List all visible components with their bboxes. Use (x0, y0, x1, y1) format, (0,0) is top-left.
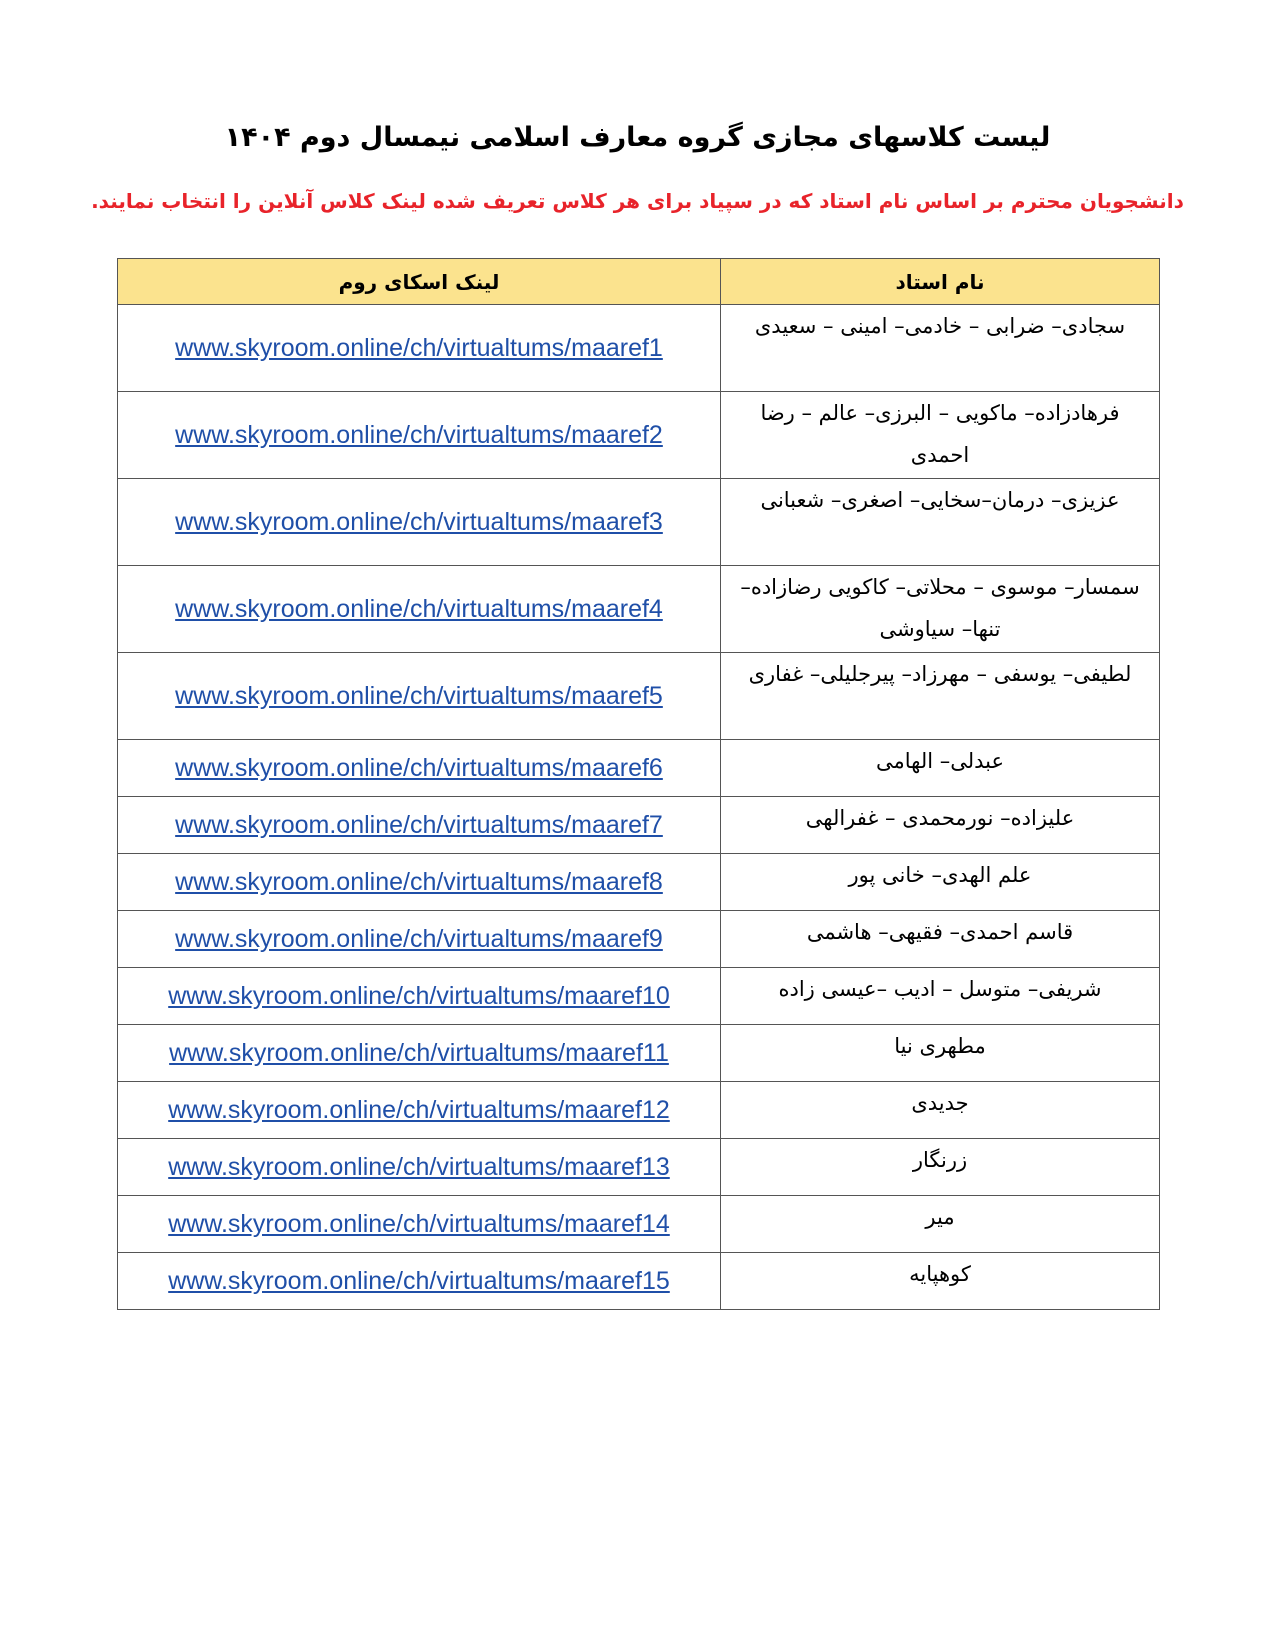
teacher-cell: عبدلی– الهامی (721, 740, 1160, 797)
table-header-row (118, 259, 1160, 305)
skyroom-link[interactable]: www.skyroom.online/ch/virtualtums/maaref3 (175, 507, 663, 536)
skyroom-link[interactable]: www.skyroom.online/ch/virtualtums/maaref13 (168, 1152, 670, 1181)
link-cell (118, 305, 721, 392)
link-cell (118, 854, 721, 911)
link-cell (118, 479, 721, 566)
teacher-cell: قاسم احمدی– فقیهی– هاشمی (721, 911, 1160, 968)
skyroom-link[interactable]: www.skyroom.online/ch/virtualtums/maaref5 (175, 681, 663, 710)
link-cell (118, 392, 721, 479)
table-row (118, 854, 1160, 911)
teacher-cell: جدیدی (721, 1082, 1160, 1139)
teacher-cell: علیزاده– نورمحمدی – غفرالهی (721, 797, 1160, 854)
table-row (118, 968, 1160, 1025)
teacher-cell: لطیفی– یوسفی – مهرزاد– پیرجلیلی– غفاری (721, 653, 1160, 740)
table-row (118, 1082, 1160, 1139)
teacher-cell: علم الهدی– خانی پور (721, 854, 1160, 911)
table-row (118, 653, 1160, 740)
link-cell (118, 1025, 721, 1082)
skyroom-link[interactable]: www.skyroom.online/ch/virtualtums/maaref11 (169, 1038, 669, 1067)
skyroom-link[interactable]: www.skyroom.online/ch/virtualtums/maaref6 (175, 753, 663, 782)
skyroom-link[interactable]: www.skyroom.online/ch/virtualtums/maaref12 (168, 1095, 670, 1124)
link-cell (118, 653, 721, 740)
table-row (118, 911, 1160, 968)
skyroom-link[interactable]: www.skyroom.online/ch/virtualtums/maaref14 (168, 1209, 670, 1238)
teacher-cell: شریفی– متوسل – ادیب –عیسی زاده (721, 968, 1160, 1025)
skyroom-link[interactable]: www.skyroom.online/ch/virtualtums/maaref1 (175, 333, 663, 362)
link-cell (118, 1253, 721, 1310)
skyroom-link[interactable]: www.skyroom.online/ch/virtualtums/maaref15 (168, 1266, 670, 1295)
teacher-cell: میر (721, 1196, 1160, 1253)
link-cell (118, 911, 721, 968)
link-cell (118, 566, 721, 653)
teacher-cell: سمسار– موسوی – محلاتی– کاکویی رضازاده– تنها– سیاوشی (721, 566, 1160, 653)
teacher-cell: سجادی– ضرابی – خادمی– امینی – سعیدی (721, 305, 1160, 392)
skyroom-link[interactable]: www.skyroom.online/ch/virtualtums/maaref8 (175, 867, 663, 896)
table-row (118, 1253, 1160, 1310)
skyroom-link[interactable]: www.skyroom.online/ch/virtualtums/maaref7 (175, 810, 663, 839)
table-row (118, 1025, 1160, 1082)
table-row (118, 479, 1160, 566)
skyroom-link[interactable]: www.skyroom.online/ch/virtualtums/maaref4 (175, 594, 663, 623)
link-cell (118, 968, 721, 1025)
virtual-classes-table (117, 258, 1160, 1310)
table-row (118, 1139, 1160, 1196)
skyroom-link[interactable]: www.skyroom.online/ch/virtualtums/maaref2 (175, 420, 663, 449)
table-row (118, 1196, 1160, 1253)
table-row (118, 797, 1160, 854)
table-row (118, 305, 1160, 392)
document-title: لیست کلاسهای مجازی گروه معارف اسلامی نیمسال دوم ۱۴۰۴ (224, 122, 1051, 153)
table-row (118, 566, 1160, 653)
table-row (118, 392, 1160, 479)
skyroom-link[interactable]: www.skyroom.online/ch/virtualtums/maaref10 (168, 981, 670, 1010)
teacher-cell: کوهپایه (721, 1253, 1160, 1310)
teacher-cell: فرهادزاده– ماکویی – البرزی– عالم – رضا احمدی (721, 392, 1160, 479)
link-cell (118, 740, 721, 797)
skyroom-link[interactable]: www.skyroom.online/ch/virtualtums/maaref9 (175, 924, 663, 953)
link-cell (118, 1196, 721, 1253)
link-cell (118, 1139, 721, 1196)
header-link: لینک اسکای روم (118, 259, 721, 305)
teacher-cell: عزیزی– درمان–سخایی– اصغری– شعبانی (721, 479, 1160, 566)
header-teacher: نام استاد (721, 259, 1160, 305)
table-row (118, 740, 1160, 797)
teacher-cell: مطهری نیا (721, 1025, 1160, 1082)
link-cell (118, 1082, 721, 1139)
document-subtitle: دانشجویان محترم بر اساس نام استاد که در سپیاد برای هر کلاس تعریف شده لینک کلاس آنلاین را انتخاب نمایند. (91, 189, 1184, 213)
teacher-cell: زرنگار (721, 1139, 1160, 1196)
link-cell (118, 797, 721, 854)
